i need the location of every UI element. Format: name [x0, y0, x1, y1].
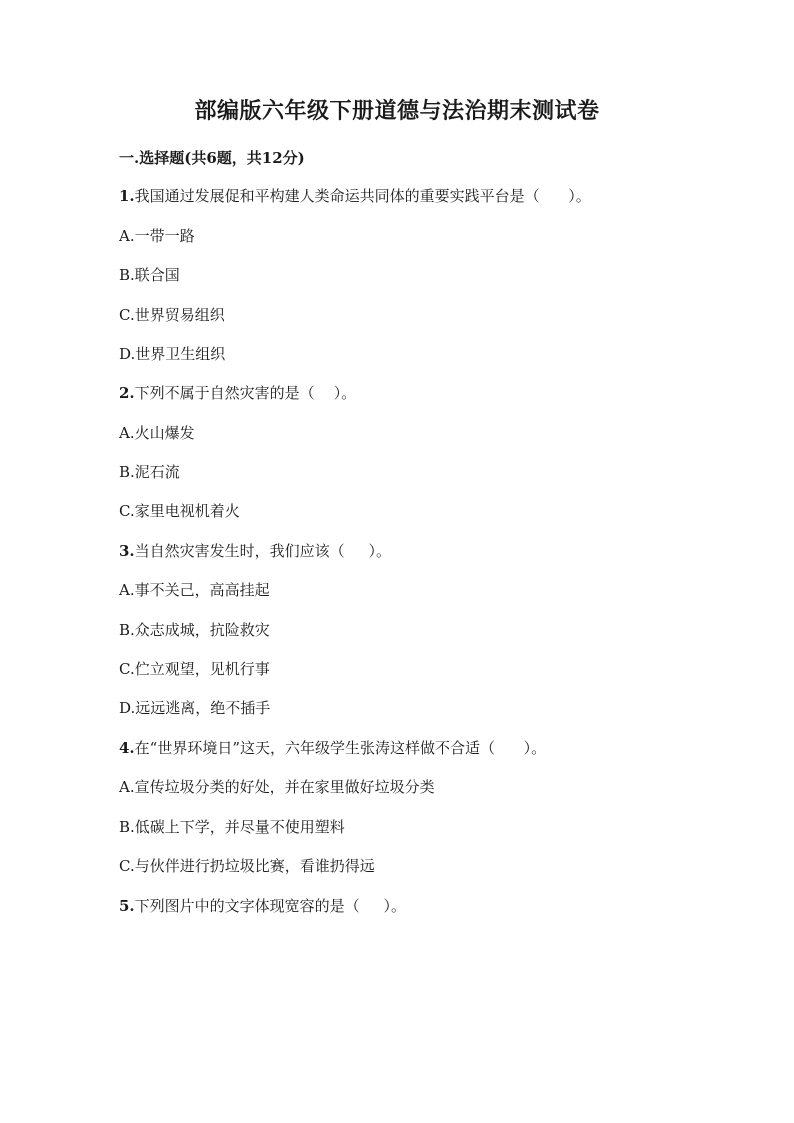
option-1b: B.联合国 [119, 266, 180, 284]
question-number: 4. [119, 739, 135, 757]
question-3 [119, 540, 391, 562]
question-4 [119, 737, 546, 759]
option-3a: A.事不关己，高高挂起 [119, 581, 270, 599]
option-1d: D.世界卫生组织 [119, 345, 226, 363]
question-1 [119, 185, 591, 207]
page-title: 部编版六年级下册道德与法治期末测试卷 [194, 98, 600, 124]
option-4c: C.与伙伴进行扔垃圾比赛，看谁扔得远 [119, 857, 375, 875]
section-header: 一.选择题(共6题，共12分) [119, 149, 305, 167]
question-5 [119, 895, 406, 917]
option-3b: B.众志成城，抗险救灾 [119, 621, 270, 639]
question-stem: 在“世界环境日”这天，六年级学生张涛这样做不合适（ ）。 [134, 739, 547, 757]
question-number: 5. [119, 897, 135, 915]
question-2 [119, 382, 356, 404]
question-stem: 下列图片中的文字体现宽容的是（ ）。 [134, 897, 407, 915]
option-2b: B.泥石流 [119, 463, 180, 481]
question-number: 1. [119, 187, 135, 205]
option-1a: A.一带一路 [119, 227, 195, 245]
option-2a: A.火山爆发 [119, 424, 195, 442]
option-3d: D.远远逃离，绝不插手 [119, 699, 271, 717]
question-stem: 下列不属于自然灾害的是（ ）。 [134, 384, 357, 402]
option-4a: A.宣传垃圾分类的好处，并在家里做好垃圾分类 [119, 778, 435, 796]
question-stem: 我国通过发展促和平构建人类命运共同体的重要实践平台是（ ）。 [134, 187, 591, 205]
option-3c: C.伫立观望，见机行事 [119, 660, 270, 678]
question-stem: 当自然灾害发生时，我们应该（ ）。 [134, 542, 392, 560]
question-number: 2. [119, 384, 135, 402]
option-4b: B.低碳上下学，并尽量不使用塑料 [119, 818, 345, 836]
option-1c: C.世界贸易组织 [119, 306, 225, 324]
option-2c: C.家里电视机着火 [119, 502, 240, 520]
question-number: 3. [119, 542, 135, 560]
